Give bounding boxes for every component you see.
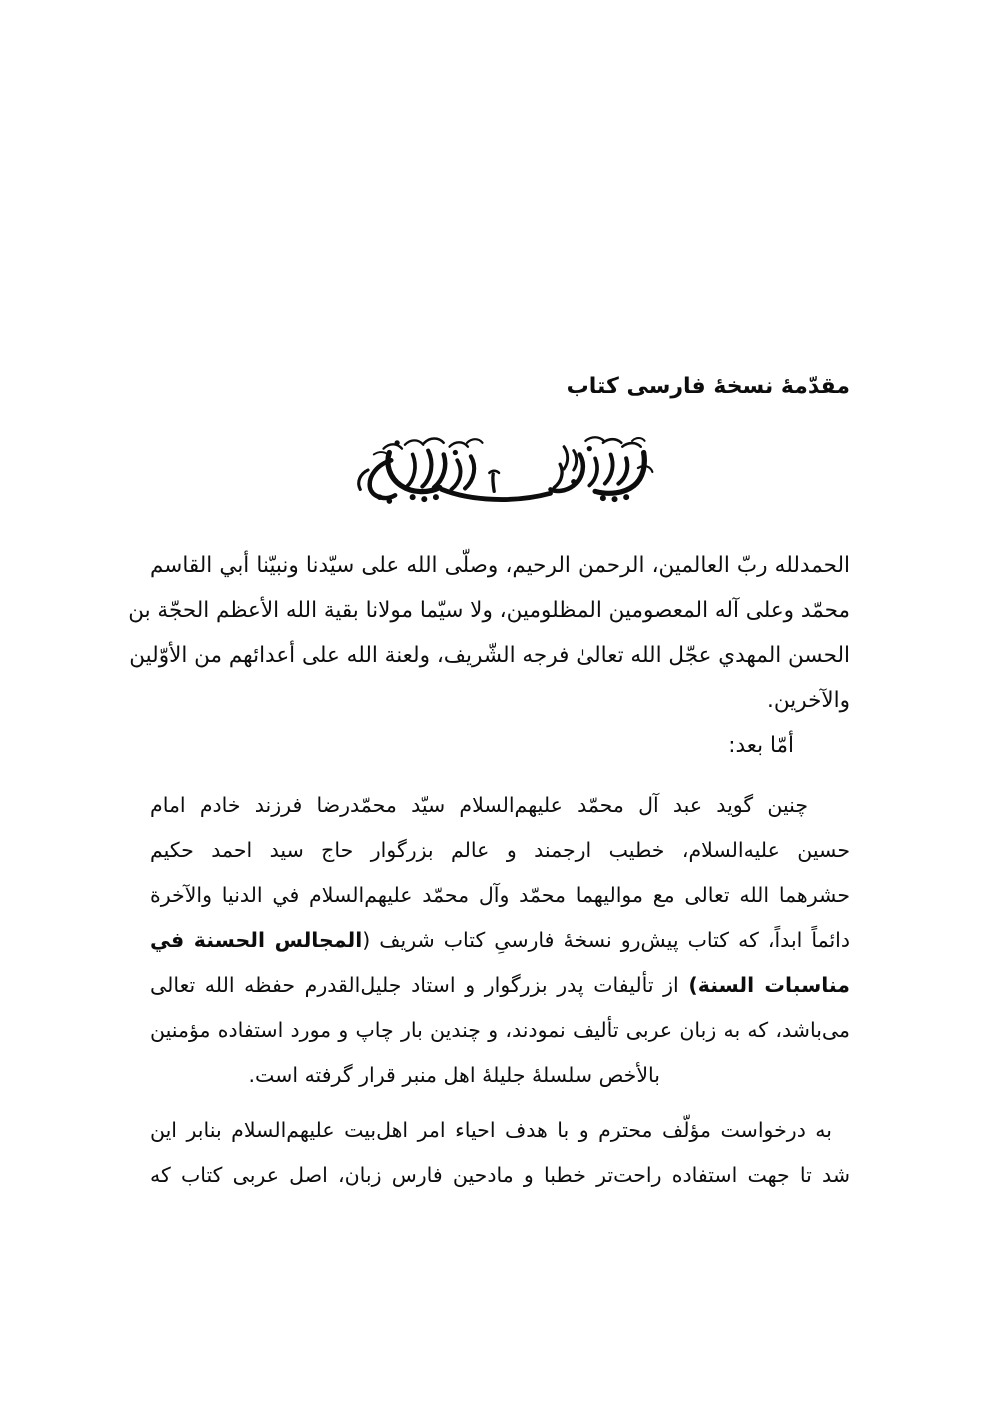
persian-line-with-booktitle: [150, 918, 850, 963]
page-title: مقدّمهٔ نسخهٔ فارسی کتاب: [566, 374, 850, 399]
persian-line: به درخواست مؤلّف محترم و با هدف احياء امر اهل‌بيت عليهم‌السلام بنابر اين: [150, 1118, 832, 1142]
persian-line: چنين گويد عبد آل محمّد عليهم‌السلام سيّد محمّدرضا فرزند خادم امام: [150, 793, 808, 817]
bismillah-calligraphy-container: [0, 424, 1000, 516]
persian-paragraph-1: [150, 783, 850, 1098]
persian-line: حسين عليه‌السلام، خطيب ارجمند و عالم بزرگوار حاج سيد احمد حكيم: [150, 838, 850, 862]
bismillah-icon: [335, 424, 665, 516]
persian-paragraph-2: [150, 1108, 850, 1198]
persian-line: بالأخص سلسلهٔ جليلهٔ اهل منبر قرار گرفته است.: [248, 1063, 660, 1087]
persian-line-plain-part: دائماً ابداً، كه كتاب پيش‌رو نسخهٔ فارسیِ كتاب شريف (: [362, 928, 850, 952]
arabic-line: والآخرين.: [767, 688, 850, 713]
persian-line: حشرهما الله تعالى مع مواليهما محمّد وآل محمّد عليهم‌السلام في الدنيا والآخرة: [150, 883, 850, 907]
arabic-amma-baad-line: أمّا بعد:: [728, 733, 794, 758]
book-title-bold-part: مناسبات السنة): [688, 973, 850, 997]
book-title-bold-part: المجالس الحسنة في: [150, 928, 363, 952]
arabic-line: الحمدلله ربّ العالمين، الرحمن الرحيم، وصلّى الله على سيّدنا ونبيّنا أبي القاسم: [150, 553, 850, 578]
persian-line-with-booktitle: [150, 963, 850, 1008]
persian-line: شد تا جهت استفاده راحت‌تر خطبا و مادحين فارس زبان، اصل عربی كتاب كه: [150, 1163, 850, 1187]
arabic-line: محمّد وعلى آله المعصومين المظلومين، ولا سيّما مولانا بقية الله الأعظم الحجّة بن: [128, 598, 850, 623]
arabic-line: الحسن المهدي عجّل الله تعالىٰ فرجه الشّريف، ولعنة الله على أعدائهم من الأوّلين: [129, 643, 850, 668]
persian-line-plain-part: از تأليفات پدر بزرگوار و استاد جليل‌القدرم حفظه الله تعالى: [150, 973, 689, 997]
persian-line: می‌باشد، كه به زبان عربی تأليف نمودند، و چندين بار چاپ و مورد استفاده مؤمنين: [150, 1018, 850, 1042]
arabic-praise-block: [128, 543, 850, 768]
